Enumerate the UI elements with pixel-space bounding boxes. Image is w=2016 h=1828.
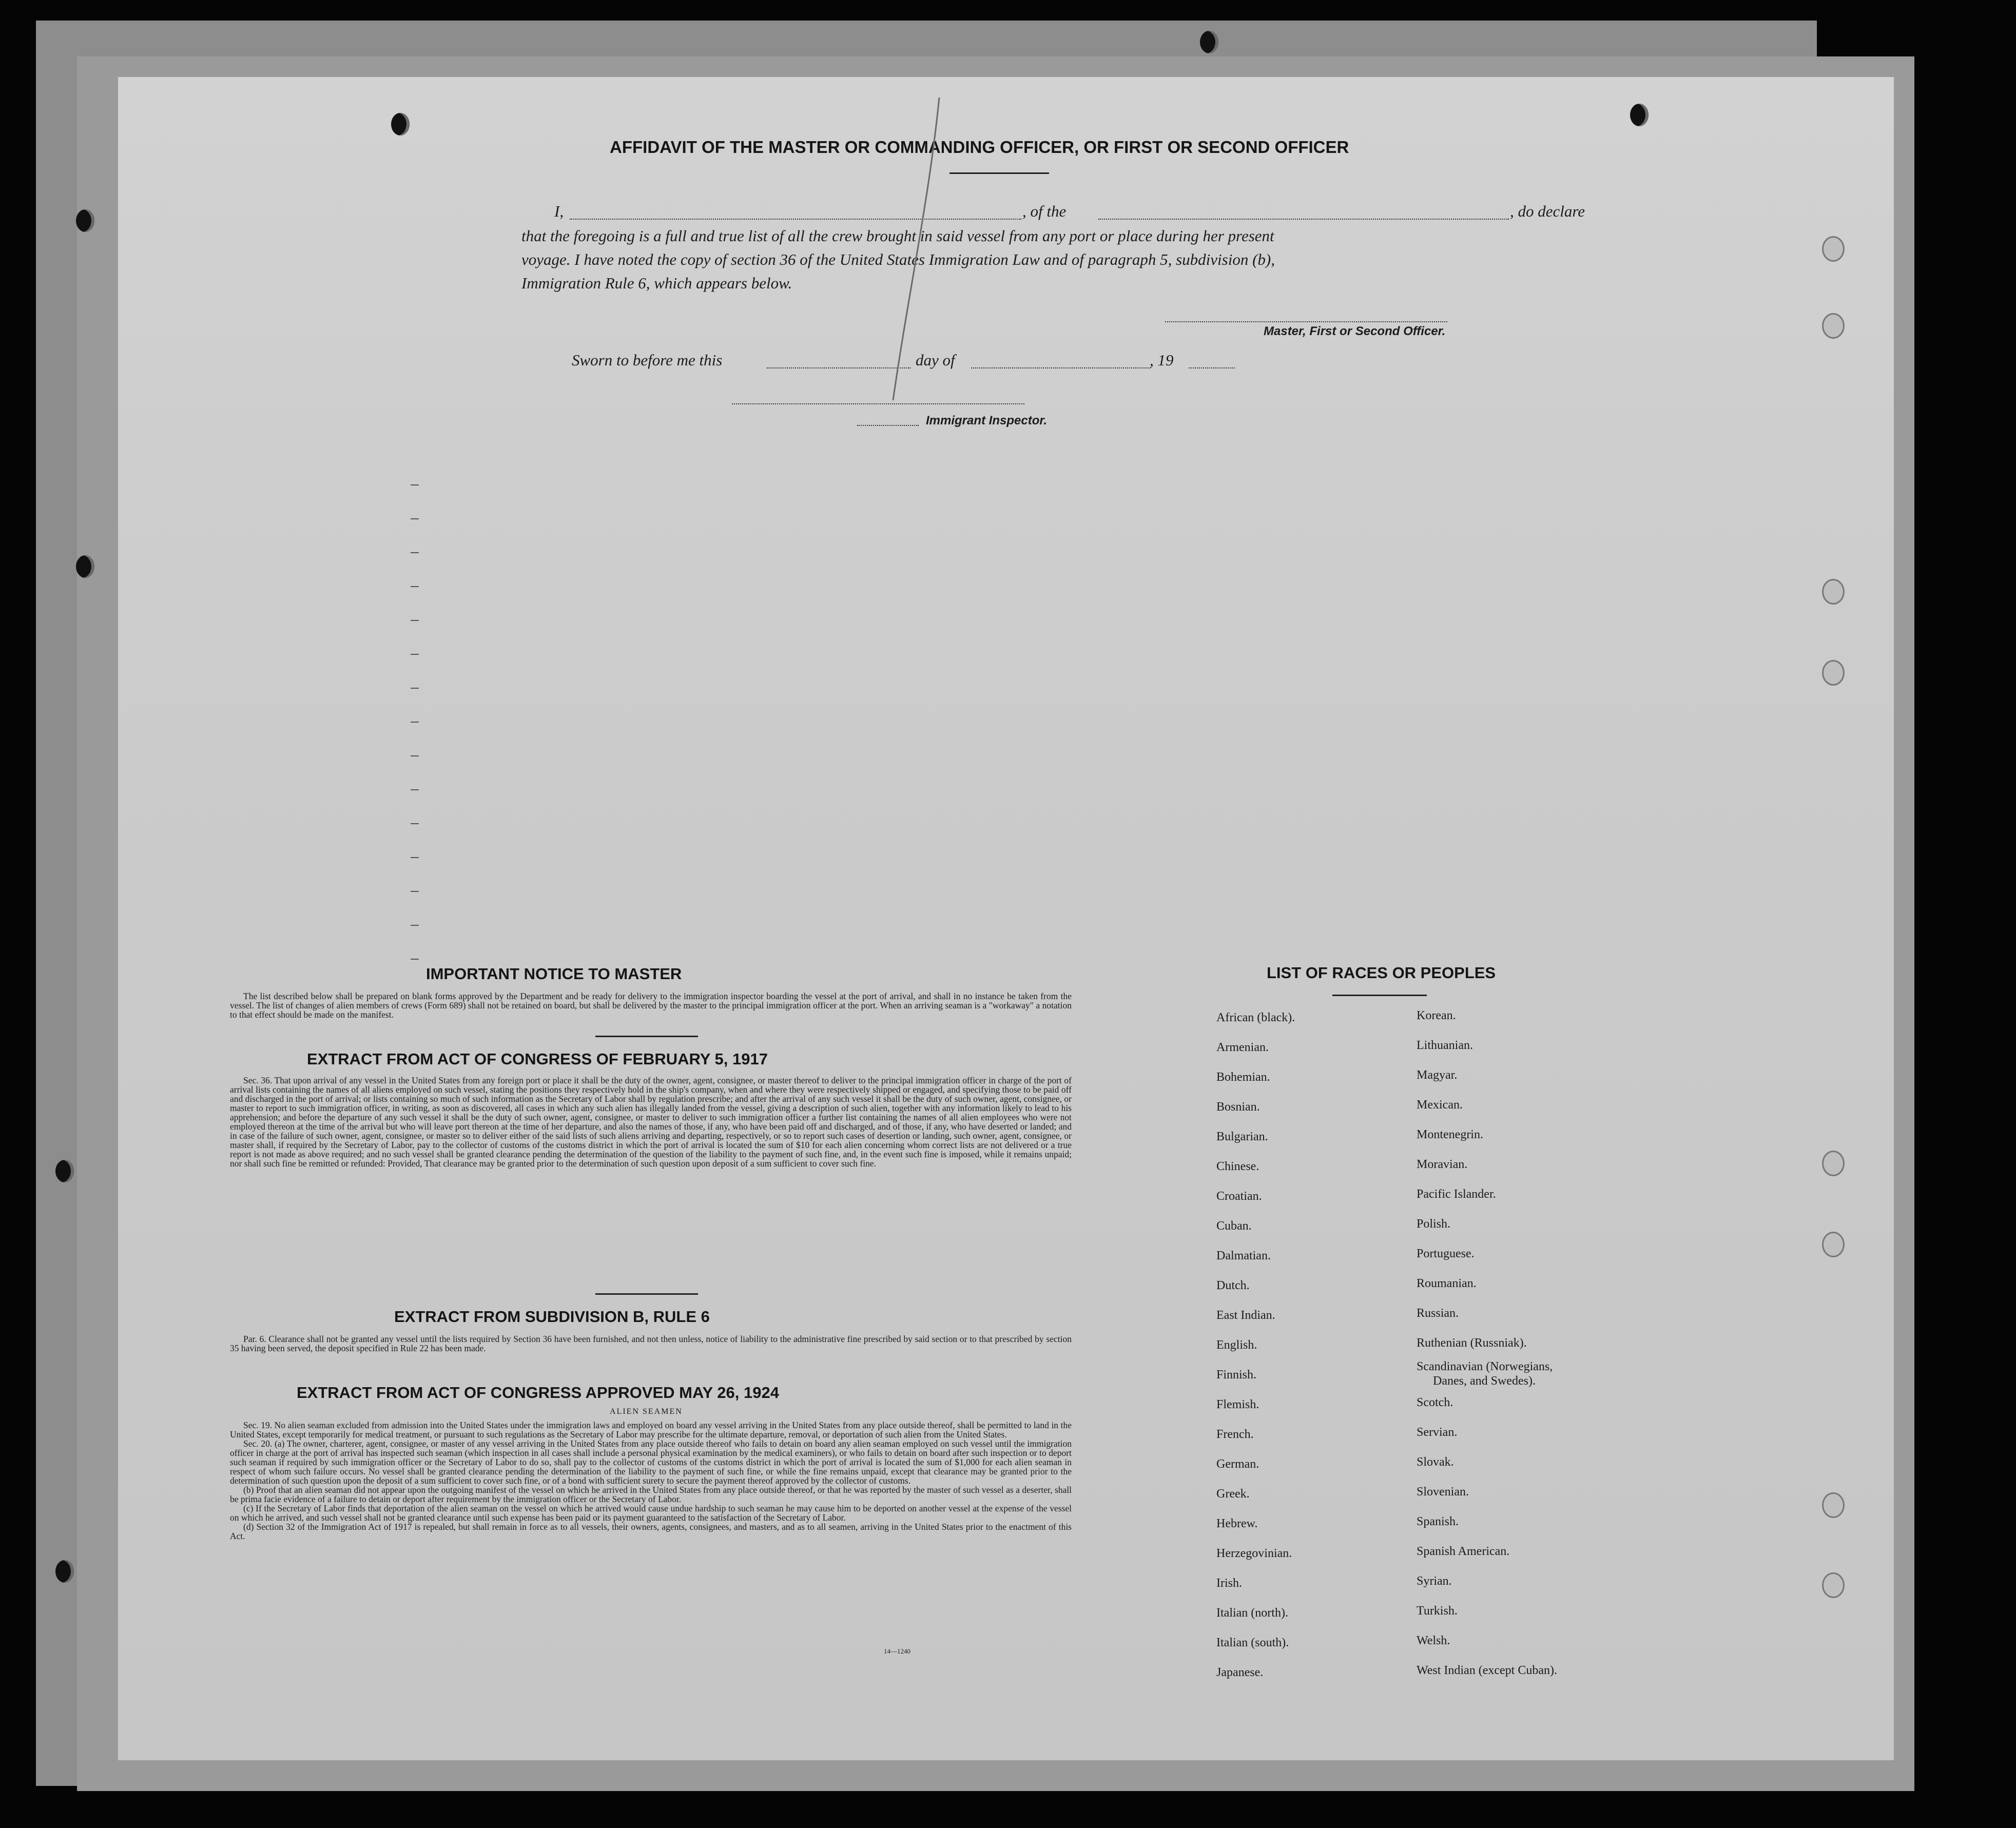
punch-hole [1200, 31, 1218, 53]
affidavit-i: I, [554, 202, 564, 220]
par-6-paragraph: Par. 6. Clearance shall not be granted any vessel until the lists required by Section 36 have been furnished, and not then unless, notice of liability to the administrative fine prescribed by said section or to that prescribed by section 35 having been served, the deposit specified in Rule 22 has been made. [230, 1334, 1072, 1353]
extract-1924-title: EXTRACT FROM ACT OF CONGRESS APPROVED MAY 26, 1924 [297, 1384, 779, 1402]
race-item: Moravian. [1417, 1158, 1468, 1171]
day-of-label: day of [916, 351, 955, 369]
race-item: Roumanian. [1417, 1277, 1477, 1290]
binder-hole [55, 1560, 74, 1583]
extract-rule-6-title: EXTRACT FROM SUBDIVISION B, RULE 6 [394, 1308, 710, 1326]
races-title: LIST OF RACES OR PEOPLES [1267, 964, 1496, 982]
race-item: German. [1216, 1457, 1259, 1471]
race-item: Hebrew. [1216, 1517, 1258, 1530]
binder-hole [55, 1160, 74, 1182]
manifest-page [118, 77, 1894, 1760]
row-tick [411, 857, 419, 858]
race-item: Croatian. [1216, 1190, 1262, 1203]
race-item: English. [1216, 1338, 1257, 1352]
row-tick [411, 484, 419, 485]
extract-1924-text [230, 1421, 1072, 1541]
sec-20d-paragraph: (d) Section 32 of the Immigration Act of 1917 is repealed, but shall remain in force as to all vessels, their owners, agents, consignees, and masters, and as to all seamen, arriving in the United States prior to the enactment of this Act. [230, 1522, 1072, 1541]
race-item: Ruthenian (Russniak). [1417, 1336, 1527, 1350]
notice-paragraph: The list described below shall be prepared on blank forms approved by the Department and be ready for delivery to the immigration inspector boarding the vessel at the port of arrival, and shall in no instance be taken from the vessel. The list of changes of alien members of crews (Form 689) shall not be retained on board, but shall be delivered by the master to the principal immigration officer at the port. When an arriving seaman is a "workaway" a notation to that effect should be made on the manifest. [230, 991, 1072, 1020]
year-blank [1189, 367, 1235, 368]
race-item: Servian. [1417, 1426, 1458, 1439]
inspector-signature-blank [732, 403, 1024, 404]
race-item: Irish. [1216, 1577, 1242, 1590]
section-rule [595, 1036, 698, 1037]
title-rule [949, 172, 1049, 174]
punch-hole [391, 113, 410, 135]
race-item: Bulgarian. [1216, 1130, 1268, 1143]
ring-hole [1822, 660, 1845, 686]
race-item: Spanish. [1417, 1515, 1459, 1528]
master-label: Master, First or Second Officer. [1264, 324, 1446, 338]
race-item-continued: Danes, and Swedes). [1433, 1374, 1536, 1388]
race-item: Armenian. [1216, 1041, 1269, 1054]
affidavit-declare: , do declare [1510, 202, 1585, 220]
race-item: Cuban. [1216, 1219, 1252, 1233]
race-item: Montenegrin. [1417, 1128, 1483, 1141]
affidavit-line-4: Immigration Rule 6, which appears below. [521, 274, 792, 292]
race-item: Lithuanian. [1417, 1039, 1473, 1052]
ring-hole [1822, 313, 1845, 339]
race-item: French. [1216, 1428, 1254, 1441]
races-rule [1332, 995, 1427, 996]
row-tick [411, 586, 419, 587]
race-item: Dalmatian. [1216, 1249, 1271, 1262]
race-item: Russian. [1417, 1307, 1459, 1320]
race-item: Scandinavian (Norwegians, [1417, 1360, 1553, 1373]
row-tick [411, 925, 419, 926]
row-tick [411, 654, 419, 655]
race-item: Slovenian. [1417, 1485, 1469, 1499]
sec-20c-paragraph: (c) If the Secretary of Labor finds that deportation of the alien seaman on the vessel on which he arrived would cause undue hardship to such seaman he may cause him to be deported on another vessel at the expense of the vessel on which he arrived, and such vessel shall not be granted clearance until such expense has been paid or its payment guaranteed to the satisfaction of the Secretary of Labor. [230, 1503, 1072, 1523]
race-item: Slovak. [1417, 1455, 1454, 1469]
race-item: Japanese. [1216, 1666, 1264, 1679]
race-item: Syrian. [1417, 1574, 1452, 1588]
row-tick [411, 722, 419, 723]
row-tick [411, 891, 419, 892]
race-item: Welsh. [1417, 1634, 1450, 1647]
race-item: Finnish. [1216, 1368, 1257, 1382]
extract-rule-6-text [230, 1334, 1072, 1353]
race-item: Herzegovinian. [1216, 1547, 1292, 1560]
row-tick [411, 620, 419, 621]
race-item: Mexican. [1417, 1098, 1463, 1112]
race-item: Bosnian. [1216, 1100, 1260, 1114]
section-36-paragraph: Sec. 36. That upon arrival of any vessel in the United States from any foreign port or place it shall be the duty of the owner, agent, consignee, or master thereof to deliver to the principal immigration officer in charge of the port of arrival lists containing the names of all aliens employed on such vessel, stating the positions they respectively hold in the ship's company, when and where they were respectively shipped or engaged, and specifying those to be paid off and discharged in the port of arrival; or lists containing so much of such information as the Secretary of Labor shall by regulation prescribe; and after the arrival of any such vessel it shall be the duty of such owner, agent, consignee, or master to report to such immigration officer, in writing, as soon as discovered, all cases in which any such alien has illegally landed from the vessel, giving a description of such alien, together with any information likely to lead to his apprehension; and before the departure of any such vessel it shall be the duty of such owner, agent, consignee, or master to deliver to such immigration officer a further list containing the names of all alien employees who were not employed thereon at the time of the arrival but who will leave port thereon at the time of her departure, and also the names of those, if any, who have been paid off and discharged, and of those, if any, who have deserted or landed; and in case of the failure of such owner, agent, consignee, or master so to deliver either of the said lists of such aliens arriving and departing, respectively, or so to report such cases of desertion or landing, such owner, agent, consignee, or master shall, if required by the Secretary of Labor, pay to the collector of customs of the customs district in which the port of arrival is located the sum of $10 for each alien concerning whom correct lists are not delivered or a true report is not made as above required; and no such vessel shall be granted clearance pending the determination of the question of the liability to the payment of such fine, and, in the event such fine is imposed, while it remains unpaid; nor shall such fine be remitted or refunded: Provided, That clearance may be granted prior to the determination of such question upon deposit of a sum sufficient to cover such fine. [230, 1075, 1072, 1169]
ring-hole [1822, 579, 1845, 605]
notice-title: IMPORTANT NOTICE TO MASTER [426, 965, 682, 983]
race-item: Portuguese. [1417, 1247, 1475, 1260]
ring-hole [1822, 1232, 1845, 1257]
affidavit-line-3: voyage. I have noted the copy of section 36 of the United States Immigration Law and of paragraph 5, subdivision (b), [521, 250, 1275, 268]
race-item: Turkish. [1417, 1604, 1458, 1618]
binder-hole [76, 555, 94, 578]
race-item: Flemish. [1216, 1398, 1259, 1411]
row-tick [411, 823, 419, 824]
alien-seamen-subtitle: ALIEN SEAMEN [610, 1407, 683, 1416]
race-item: Chinese. [1216, 1160, 1259, 1173]
name-blank [570, 219, 1021, 220]
race-item: Greek. [1216, 1487, 1250, 1501]
vessel-blank [1098, 219, 1509, 220]
year-label: , 19 [1150, 351, 1174, 369]
race-item: Pacific Islander. [1417, 1188, 1496, 1201]
row-tick [411, 552, 419, 553]
ring-hole [1822, 1151, 1845, 1176]
sec-20b-paragraph: (b) Proof that an alien seaman did not appear upon the outgoing manifest of the vessel on which he arrived in the United States from any place outside thereof, or that he was reported by the master of such vessel as a deserter, shall be prima facie evidence of a failure to detain or deport after requirement by the immigration officer or the Secretary of Labor. [230, 1485, 1072, 1504]
race-item: Spanish American. [1417, 1545, 1510, 1558]
row-tick [411, 518, 419, 519]
race-item: Scotch. [1417, 1396, 1453, 1409]
affidavit-of-the: , of the [1022, 202, 1067, 220]
affidavit-line-2: that the foregoing is a full and true list of all the crew brought in said vessel from any port or place during her present [521, 227, 1274, 245]
binder-hole [76, 209, 94, 232]
race-item: Korean. [1417, 1009, 1456, 1022]
race-item: Dutch. [1216, 1279, 1250, 1292]
row-tick [411, 755, 419, 756]
month-blank [971, 367, 1151, 368]
affidavit-title: AFFIDAVIT OF THE MASTER OR COMMANDING OFFICER, OR FIRST OR SECOND OFFICER [610, 138, 1349, 157]
inspector-label: Immigrant Inspector. [926, 414, 1048, 427]
sec-20a-paragraph: Sec. 20. (a) The owner, charterer, agent, consignee, or master of any vessel arriving in the United States from any place outside thereof who fails to detain on board any alien seaman employed on such vessel until the immigration officer in charge at the port of arrival has inspected such seaman (which inspection in all cases shall include a personal physical examination by the medical examiners), or who fails to detain on board after such inspection or to deport such seaman if required by such immigration officer or the Secretary of Labor to do so, shall pay to the collector of customs of the customs district in which the port of arrival is located the sum of $1,000 for each alien seaman in respect of whom such failure occurs. No vessel shall be granted clearance pending the determination of the liability to the payment of such fine, or while the fine remains unpaid, except that clearance may be granted prior to the determination of such question upon the deposit of a sum sufficient to cover such fine, or of a bond with sufficient surety to secure the payment thereof approved by the collector of customs. [230, 1438, 1072, 1486]
race-item: Magyar. [1417, 1068, 1458, 1082]
ring-hole [1822, 1572, 1845, 1598]
tear-line [888, 98, 949, 405]
race-item: Bohemian. [1216, 1071, 1270, 1084]
form-number: 14—1240 [884, 1647, 910, 1655]
notice-text [230, 991, 1072, 1019]
sworn-label: Sworn to before me this [572, 351, 723, 369]
race-item: Italian (south). [1216, 1636, 1289, 1649]
master-signature-blank [1165, 321, 1447, 322]
race-item: West Indian (except Cuban). [1417, 1664, 1557, 1677]
ring-hole [1822, 1492, 1845, 1518]
section-rule [595, 1293, 698, 1295]
race-item: African (black). [1216, 1011, 1295, 1024]
extract-1917-title: EXTRACT FROM ACT OF CONGRESS OF FEBRUARY 5, 1917 [307, 1050, 768, 1068]
race-item: Italian (north). [1216, 1606, 1288, 1620]
race-item: East Indian. [1216, 1309, 1275, 1322]
punch-hole [1630, 104, 1649, 126]
row-tick [411, 959, 419, 960]
sec-19-paragraph: Sec. 19. No alien seaman excluded from admission into the United States under the immigration laws and employed on board any vessel arriving in the United States from any place outside thereof, shall be permitted to land in the United States, except temporarily for medical treatment, or pursuant to such regulations as the Secretary of Labor may prescribe for the ultimate departure, removal, or deportation of such alien from the United States. [230, 1420, 1072, 1440]
row-tick [411, 789, 419, 790]
ring-hole [1822, 236, 1845, 262]
extract-1917-text [230, 1076, 1072, 1168]
race-item: Polish. [1417, 1217, 1451, 1231]
row-tick [411, 688, 419, 689]
inspector-short-blank [857, 425, 919, 426]
